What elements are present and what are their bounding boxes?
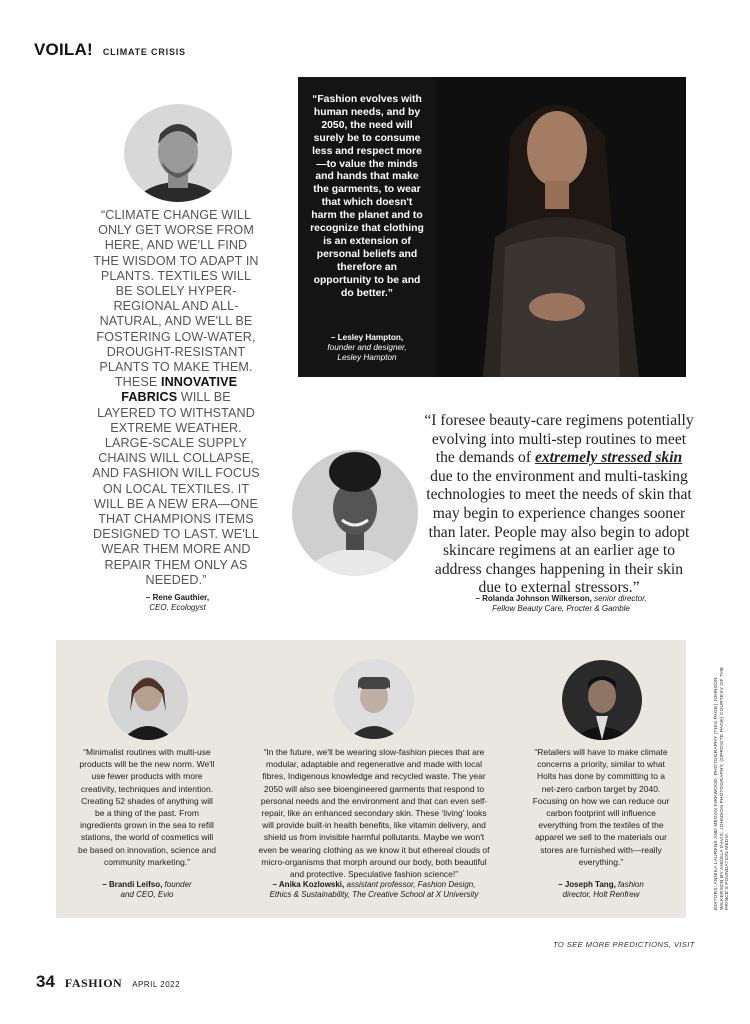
page-number: 34 — [36, 972, 55, 991]
attribution-name: – Joseph Tang, — [558, 880, 616, 889]
portrait-brandi-leifso — [108, 660, 188, 740]
portrait-joseph-tang — [562, 660, 642, 740]
attribution-name: – Rolanda Johnson Wilkerson, — [475, 594, 592, 603]
attribution-title-1: assistant professor, Fashion Design, — [346, 880, 476, 889]
attribution-title-2: Lesley Hampton — [337, 353, 397, 362]
attribution-name: – Brandi Leifso, — [102, 880, 163, 889]
masthead — [34, 40, 186, 60]
page-footer — [36, 972, 180, 992]
portrait-rolanda-johnson-wilkerson — [292, 450, 418, 576]
attribution-name: – Anika Kozlowski, — [272, 880, 345, 889]
photo-lesley-hampton — [435, 77, 686, 377]
portrait-anika-kozlowski — [334, 659, 414, 739]
attribution-title-1: founder and designer, — [327, 343, 407, 352]
section-label: CLIMATE CRISIS — [102, 47, 186, 57]
attribution-name: – Rene Gauthier, — [145, 593, 210, 602]
portrait-rene-gauthier — [124, 104, 232, 202]
quote-rolanda-text-1: “I foresee beauty-care regimens potentially evolving into multi-step routines to meet the demands of — [424, 412, 694, 467]
attribution-name: – Lesley Hampton, — [330, 333, 404, 342]
attribution-title-2: and CEO, Evio — [120, 890, 174, 899]
issue-date: APRIL 2022 — [132, 980, 181, 989]
attribution-title-1: founder — [164, 880, 192, 889]
photo-credit — [714, 660, 731, 910]
attribution-title-2: Ethics & Sustainability, The Creative School at X University — [269, 890, 479, 899]
attribution-brandi-leifso — [78, 880, 216, 900]
attribution-title-2: Fellow Beauty Care, Procter & Gamble — [492, 604, 630, 613]
attribution-joseph-tang — [532, 880, 670, 900]
attribution-anika-kozlowski — [256, 880, 492, 900]
attribution-title-1: senior director, — [594, 594, 647, 603]
brand-logo: VOILA! — [34, 40, 93, 59]
attribution-lesley-hampton — [309, 333, 425, 363]
quote-lesley-hampton: “Fashion evolves with human needs, and by 2050, the need will surely be to consume less and respect more—to value the minds and hands that make the garments, to wear that which doesn't harm the planet and to recognize that clothing is an extension of personal beliefs and therefore an opportunity to be and do better.” — [310, 94, 424, 299]
attribution-title: CEO, Ecologyst — [149, 603, 206, 612]
quote-joseph-tang: “Retailers will have to make climate concerns a priority, similar to what Holts has done by committing to a net-zero carbon target by 2040. Focusing on how we can reduce our carbon footprint will influence everything from the textiles of the apparel we sell to the materials our stores are furnished with—really everything.” — [532, 747, 670, 867]
magazine-name: FASHION — [64, 976, 123, 990]
quote-anika-kozlowski: “In the future, we'll be wearing slow-fashion pieces that are modular, adaptable and regenerative and made with local fibres, Indigenous knowledge and recycled waste. The year 2050 will also see bioengineered garments that respond to personal needs and the environment and that can even self-repair, like an enhanced secondary skin. These ‘living’ looks will provide built-in health benefits, like vitamin delivery, and shield us from invisible harmful pollutants. Maybe we won't even be wearing clothing as we know it but ethereal clouds of micro-organisms that morph around our body, both beautiful and protective. Speculative fashion science!” — [258, 747, 490, 880]
quote-rene-emphasis: INNOVATIVE FABRICS — [121, 375, 238, 405]
quote-brandi-leifso: “Minimalist routines with multi-use products will be the new norm. We'll use fewer products with more creativity, techniques and intention. Creating 52 shades of anything will be a thing of the past. From ingredients grown in the sea to refill stations, the world of cosmetics will be based on innovation, science and community marketing.” — [78, 747, 216, 867]
attribution-rolanda-johnson-wilkerson — [446, 594, 676, 614]
quote-rene-text-1: “CLIMATE CHANGE WILL ONLY GET WORSE FROM HERE, AND WE'LL FIND THE WISDOM TO ADAPT IN PLANTS. TEXTILES WILL BE SOLELY HYPER-REGIONAL AND ALL-NATURAL, AND WE'LL BE FOSTERING LOW-WATER, DROUGHT-RESISTANT PLANTS TO MAKE THEM. THESE — [93, 208, 259, 390]
quote-rene-text-2: WILL BE LAYERED TO WITHSTAND EXTREME WEATHER. LARGE-SCALE SUPPLY CHAINS WILL COLLAPSE, AND FASHION WILL FOCUS ON LOCAL TEXTILES. IT WILL BE A NEW ERA—ONE THAT CHAMPIONS ITEMS DESIGNED TO LAST. WE'LL WEAR THEM MORE AND REPAIR THEM ONLY AS NEEDED.” — [92, 390, 260, 587]
photo-credit-text: EDITORS: ANNIKA LAURENS AND MEGAN KIRKWOOD. PHOTOGRAPHY (THIS PAGE) JOHNSON WILKERSON BY ANGELA DAVIS; JOHNSON PHOTOGRAPHY. (OPPOSITE PAGE) COURTESY OF THE PRINCE'S FOUNDATION MEDIA. — [714, 666, 731, 910]
attribution-title-1: fashion — [618, 880, 644, 889]
attribution-rene-gauthier — [120, 593, 235, 613]
quote-rolanda-text-2: due to the environment and multi-tasking technologies to meet the needs of skin that may begin to experience changes sooner than later. People may also begin to adopt skincare regimens at an earlier age to address changes happening in their skin due to external stressors.” — [426, 467, 692, 597]
quote-rene-gauthier — [92, 208, 260, 588]
quote-rolanda-johnson-wilkerson — [424, 412, 694, 598]
attribution-title-2: director, Holt Renfrew — [562, 890, 640, 899]
quote-rolanda-emphasis: extremely stressed skin — [534, 449, 683, 467]
more-predictions-note: TO SEE MORE PREDICTIONS, VISIT — [553, 940, 695, 949]
